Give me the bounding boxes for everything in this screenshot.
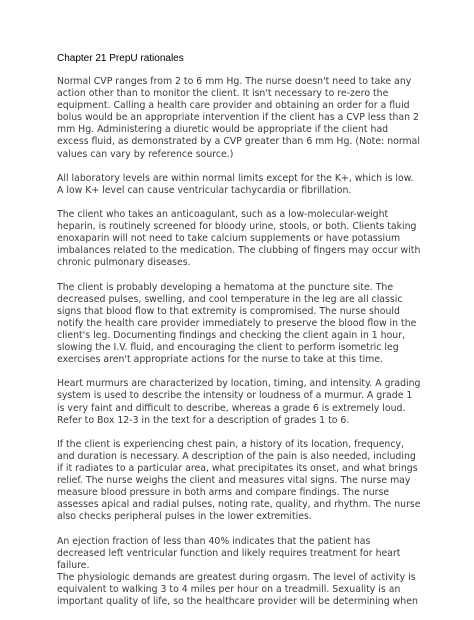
text-line: decreased left ventricular function and likely requires treatment for heart	[57, 547, 401, 559]
text-line: important quality of life, so the healthcare provider will be determining when	[57, 596, 418, 608]
text-line: The client is probably developing a hematoma at the puncture site. The	[57, 281, 394, 293]
text-line: values can vary by reference source.)	[57, 148, 234, 160]
text-line: equipment. Calling a health care provider and obtaining an order for a fluid	[57, 100, 410, 112]
text-line: Heart murmurs are characterized by location, timing, and intensity. A grading	[57, 378, 421, 390]
text-line: slowing the I.V. fluid, and encouraging the client to perform isometric leg	[57, 342, 399, 354]
text-line: If the client is experiencing chest pain, a history of its location, frequency,	[57, 438, 404, 450]
text-line: chronic pulmonary diseases.	[57, 257, 191, 269]
paragraph	[57, 209, 427, 269]
paragraph	[57, 536, 427, 572]
text-line: enoxaparin will not need to take calcium supplements or have potassium	[57, 233, 401, 245]
text-line: relief. The nurse weighs the client and measures vital signs. The nurse may	[57, 475, 411, 487]
text-line: Refer to Box 12-3 in the text for a description of grades 1 to 6.	[57, 414, 350, 426]
text-line: The client who takes an anticoagulant, such as a low-molecular-weight	[57, 209, 389, 221]
paragraph	[57, 76, 427, 161]
text-line: equivalent to walking 3 to 4 miles per hour on a treadmill. Sexuality is an	[57, 583, 401, 595]
text-line: if it radiates to a particular area, what precipitates its onset, and what brings	[57, 463, 418, 474]
paragraph	[57, 173, 427, 197]
paragraph	[57, 378, 427, 426]
document-title: Chapter 21 PrepU rationales	[57, 53, 184, 64]
text-line: also checks peripheral pulses in the lower extremities.	[57, 511, 312, 523]
text-line: assesses apical and radial pulses, noting rate, quality, and rhythm. The nurse	[57, 499, 421, 511]
text-line: All laboratory levels are within normal limits except for the K+, which is low.	[57, 172, 414, 184]
text-line: An ejection fraction of less than 40% indicates that the patient has	[57, 535, 371, 547]
text-line: client's leg. Documenting findings and checking the client again in 1 hour,	[57, 329, 406, 341]
text-line: Normal CVP ranges from 2 to 6 mm Hg. The nurse doesn't need to take any	[57, 76, 412, 87]
document-body	[57, 76, 427, 620]
text-line: imbalances related to the medication. The clubbing of fingers may occur with	[57, 245, 421, 257]
text-line: bolus would be an appropriate intervention if the client has a CVP less than 2	[57, 112, 420, 124]
text-line: The physiologic demands are greatest during orgasm. The level of activity is	[57, 571, 416, 583]
text-line: A low K+ level can cause ventricular tachycardia or fibrillation.	[57, 184, 352, 196]
text-line: measure blood pressure in both arms and compare findings. The nurse	[57, 487, 390, 499]
paragraph	[57, 439, 427, 524]
text-line: is very faint and difficult to describe, whereas a grade 6 is extremely loud.	[57, 402, 406, 414]
text-line: decreased pulses, swelling, and cool temperature in the leg are all classic	[57, 293, 403, 305]
text-line: exercises aren't appropriate actions for the nurse to take at this time.	[57, 354, 384, 366]
paragraph	[57, 282, 427, 367]
text-line: excess fluid, as demonstrated by a CVP greater than 6 mm Hg. (Note: normal	[57, 136, 420, 148]
paragraph	[57, 572, 427, 608]
text-line: notify the health care provider immediately to preserve the blood flow in the	[57, 317, 417, 329]
text-line: action other than to monitor the client. It isn't necessary to re-zero the	[57, 88, 389, 100]
text-line: heparin, is routinely screened for bloody urine, stools, or both. Clients taking	[57, 221, 417, 233]
text-line: signs that blood flow to that extremity is compromised. The nurse should	[57, 305, 400, 317]
text-line: failure.	[57, 559, 90, 571]
text-line: system is used to describe the intensity or loudness of a murmur. A grade 1	[57, 390, 413, 402]
text-line: mm Hg. Administering a diuretic would be appropriate if the client had	[57, 124, 389, 136]
text-line: and duration is necessary. A description of the pain is also needed, including	[57, 450, 416, 462]
